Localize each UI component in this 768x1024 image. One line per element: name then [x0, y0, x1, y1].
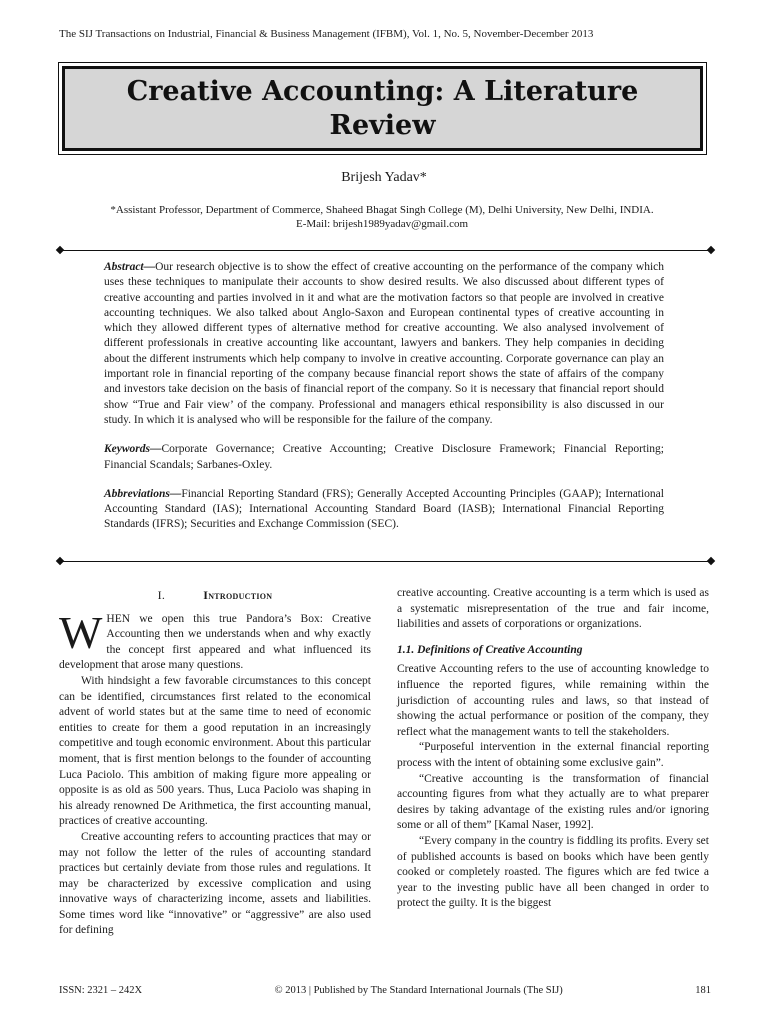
- right-column: [397, 586, 709, 912]
- section-heading: [59, 588, 371, 604]
- paper-title: Creative Accounting: A Literature Review: [126, 75, 639, 141]
- right-paragraph-5: “Every company in the country is fiddling its profits. Every set of published accounts is based on books which have been gently cooked or completely roasted. The figures which are fed twice a year to the investing public have all been changed in order to protect the guilty. It is the biggest: [397, 834, 709, 910]
- right-paragraph-4: “Creative accounting is the transformation of financial accounting figures from what they actually are to what preparer desires by taking advantage of the existing rules and/or ignoring some or all of them” [Kamal Naser, 1992].: [397, 772, 709, 832]
- intro-paragraph-1-text: HEN we open this true Pandora’s Box: Creative Accounting then we understands when and why exactly the concept first appeared and what influenced its development that arose many questions.: [59, 612, 371, 672]
- drop-cap: W: [59, 606, 103, 658]
- page-number: 181: [695, 985, 711, 996]
- abbreviations-text: Financial Reporting Standard (FRS); Generally Accepted Accounting Principles (GAAP); International Accounting Standard (IAS); International Accounting Standard Board (IASB); International Financial Reporting Standards (IFRS); Securities and Exchange Commission (SEC).: [104, 487, 664, 531]
- right-paragraph-3: “Purposeful intervention in the external financial reporting process with the intent of obtaining some exclusive gain”.: [397, 741, 709, 769]
- keywords-text: Corporate Governance; Creative Accounting; Creative Disclosure Framework; Financial Reporting; Financial Scandals; Sarbanes-Oxley.: [104, 443, 664, 471]
- title-box: [62, 66, 703, 151]
- abbreviations-paragraph: [104, 487, 664, 533]
- author-name: Brijesh Yadav*: [341, 170, 427, 185]
- subsection-heading: 1.1. Definitions of Creative Accounting: [397, 643, 583, 656]
- abstract-paragraph: [104, 260, 664, 428]
- bottom-divider: [60, 561, 711, 562]
- abbreviations-label: Abbreviations—: [104, 487, 182, 500]
- affiliation-block: [60, 203, 704, 231]
- keywords-label: Keywords—: [104, 443, 162, 456]
- section-title: Introduction: [203, 588, 273, 602]
- author-email: E-Mail: brijesh1989yadav@gmail.com: [295, 218, 469, 230]
- intro-paragraph-3: Creative accounting refers to accounting practices that may or may not follow the letter of the rules of accounting standard practices but certainly deviate from those rules and regulations. It may be characterized by excessive complication and using innovative ways of characterizing income, assets and liabilities. Some times word like “innovative” or “aggressive” are also used for defining: [59, 830, 371, 937]
- affiliation: *Assistant Professor, Department of Commerce, Shaheed Bhagat Singh College (M), Delhi University, New Delhi, INDIA.: [110, 204, 654, 216]
- page-footer: [59, 985, 711, 996]
- intro-paragraph-2: With hindsight a few favorable circumstances to this concept can be identified, circumstances first related to the economical advent of world states but at the same time to need of economic entities to create for them a good reputation in an increasingly competitive and tough economic environment. About this particular moment, that is first mention belongs to the founder of accounting Luca Paciolo. This ambition of making figure more appealing or opposite is as old as 500 years. Thus, Luca Paciolo was shaping in his already renowned De Arithmetica, the first accounting manual, practices of creative accounting.: [59, 674, 371, 828]
- left-column: [59, 586, 371, 939]
- footer-issn: ISSN: 2321 – 242X: [59, 985, 143, 996]
- right-paragraph-2: Creative Accounting refers to the use of accounting knowledge to influence the reported figures, while remaining within the jurisdiction of accounting rules and laws, so that instead of showing the actual performance or position of the company, they reflect what the management wants to tell the stakeholders.: [397, 663, 709, 738]
- top-divider: [60, 250, 711, 251]
- abstract-section: [104, 260, 664, 547]
- abstract-text: Our research objective is to show the effect of creative accounting on the performance of the company which uses these techniques to manipulate their accounts to show desired results. We also discussed about different types of creative accounting and parties involved in it and what are the motivation factors so that people are involved in creative accounting techniques. We also talked about Anglo-Saxon and European continental types of creative accounting in which they allowed different types of alternative method for creative accounting. We also analysed involvement of different professionals in creative accounting like accountant, lawyers and bankers. They help companies in deciding about the different instruments which help company to involve in creative accounting. Corporate governance can play an important role in financial reporting of the company because financial report shows the state of affairs of the company and investors take decision on the basis of financial report of the company. So it is necessary that financial report should show “True and Fair view’ of the company. Professional and managers ethical responsibility is also discussed in our study. In which it is analysed who will be responsible for the failure of the company.: [104, 261, 664, 426]
- intro-paragraph-1: [59, 606, 371, 674]
- keywords-paragraph: [104, 442, 664, 473]
- section-number: I.: [157, 588, 166, 602]
- footer-copyright: © 2013 | Published by The Standard International Journals (The SIJ): [274, 985, 563, 996]
- journal-header: The SIJ Transactions on Industrial, Financial & Business Management (IFBM), Vol. 1, No. 5, November-December 2013: [59, 28, 594, 40]
- right-paragraph-1: creative accounting. Creative accounting is a term which is used as a systematic misrepresentation of the true and fair income, liabilities and assets of corporations or organizations.: [397, 587, 709, 631]
- abstract-label: Abstract—: [104, 261, 156, 273]
